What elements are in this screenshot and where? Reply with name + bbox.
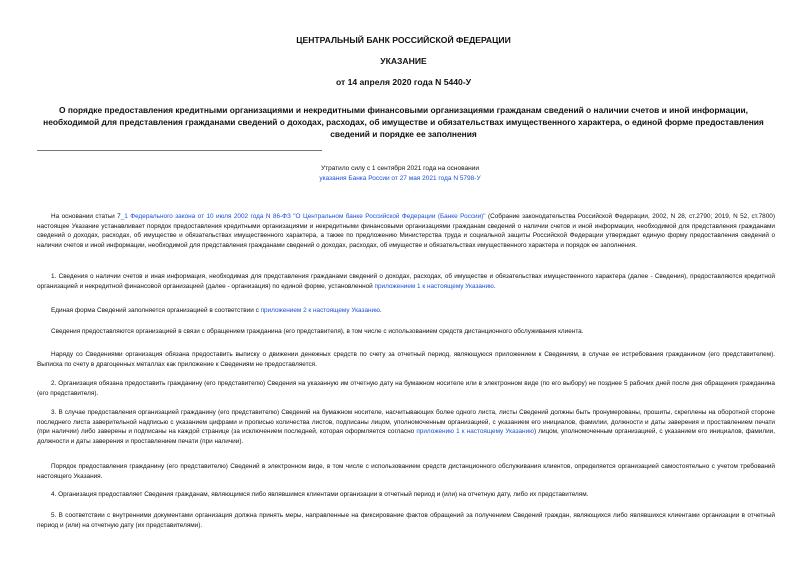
paragraph-intro-pre: На основании статьи 7 <box>51 213 121 220</box>
separator-line <box>37 150 322 151</box>
paragraph-6-post: ) лицом, уполномоченным организацией, с указанием его инициалов, фамилии, должности и даты заверения и проставлением печати (при наличии). <box>37 428 775 445</box>
paragraph-6 <box>37 408 775 446</box>
paragraph-6-pre: 3. В случае предоставления организацией гражданину (его представителю) Сведений на бумажном носителе, насчитывающих более одного листа, листы Сведений должны быть пронумерованы, прошиты, скреплены на оборотной стороне последнего листа заверительной надписью с указанием цифрами и прописью количества листов, подписаны лицом, уполномоченным организацией, с указанием его инициалов, фамилии, должности и даты заверения и проставлением печати (при наличии) либо заверены и подписаны на каждой странице (за исключением последней, которая оформляется согласно <box>37 409 775 436</box>
paragraph-8: 4. Организация предоставляет Сведения гражданам, являющимся либо являвшимся клиентами организации в отчетный период и (или) на отчетную дату, либо их представителям. <box>51 491 589 498</box>
appendix-2-link[interactable]: приложением 2 к настоящему Указанию <box>260 307 380 314</box>
status-note-link[interactable] <box>250 175 550 182</box>
paragraph-3: Сведения предоставляются организацией в связи с обращением гражданина (его представителя), в том числе с использованием средств дистанционного обслуживания клиента. <box>51 328 584 335</box>
paragraph-7: Порядок предоставления гражданину (его представителю) Сведений в электронном виде, в том числе с использованием средств дистанционного обслуживания клиентов, определяется организацией самостоятельно с учетом требований настоящего Указания. <box>37 463 775 480</box>
paragraph-1-post: . <box>493 282 496 290</box>
document-title: О порядке предоставления кредитными организациями и некредитными финансовыми организациями гражданам сведений о наличии счетов и иной информации, необходимой для представления гражданами сведений о доходах, расходах, об имуществе и обязательствах имущественного характера, о единой форме предоставления сведений и порядке ее заполнения <box>43 105 764 139</box>
paragraph-5: 2. Организация обязана предоставить гражданину (его представителю) Сведения на указанную им отчетную дату на бумажном носителе или в электронном виде (по его выбору) не позднее 5 рабочих дней после дня обращения гражданина (его представителя). <box>37 380 775 397</box>
appendix-1-link-2[interactable]: приложению 1 к настоящему Указанию <box>416 428 534 436</box>
paragraph-2-pre: Единая форма Сведений заполняется организацией в соответствии с <box>51 307 261 314</box>
paragraph-2 <box>37 306 775 316</box>
paragraph-2-post: . <box>379 307 382 314</box>
paragraph-1 <box>37 272 775 291</box>
document-type: УКАЗАНИЕ <box>380 56 427 66</box>
repeal-link[interactable]: указания Банка России от 27 мая 2021 года N 5798-У <box>319 175 481 182</box>
paragraph-1-pre: 1. Сведения о наличии счетов и иная информация, необходимая для представления гражданами сведений о доходах, расходах, об имуществе и обязательствах имущественного характера (далее - Сведения), предоставляются кредитной организацией и некредитной финансовой организацией (далее - организация) по единой форме, установленной <box>37 273 775 290</box>
paragraph-intro <box>37 212 775 250</box>
federal-law-link[interactable]: _1 Федерального закона от 10 июля 2002 года N 86-ФЗ "О Центральном банке Российской Федерации (Банке России)" <box>120 213 486 220</box>
paragraph-9: 5. В соответствии с внутренними документами организация должна принять меры, направленные на фиксирование фактов обращений за получением Сведений граждан, являющихся либо являвшихся клиентами организации в отчетный период и (или) на отчетную дату (их представителями). <box>37 512 775 529</box>
appendix-1-link[interactable]: приложением 1 к настоящему Указанию <box>374 282 494 290</box>
issuer-heading: ЦЕНТРАЛЬНЫЙ БАНК РОССИЙСКОЙ ФЕДЕРАЦИИ <box>296 35 511 45</box>
paragraph-intro-post: (Собрание законодательства Российской Федерации, 2002, N 28, ст.2790; 2019, N 52, ст.7800) настоящее Указание устанавливает порядок предоставления кредитными организациями и некредитными финансовыми организациями гражданам сведений о наличии счетов и иной информации, необходимой для представления гражданами сведений о доходах, расходах, об имуществе и обязательствах имущественного характера, а также по предложению Министерства труда и социальной защиты Российской Федерации утверждает единую форму предоставления сведений о наличии счетов и иной информации, необходимой для представления гражданами сведений о доходах, расходах, об имуществе и обязательствах имущественного характера и порядок ее заполнения. <box>37 213 775 249</box>
document-date: от 14 апреля 2020 года N 5440-У <box>335 77 472 87</box>
paragraph-4: Наряду со Сведениями организация обязана предоставить выписку о движении денежных средств по счету за отчетный период, являющуюся приложением к Сведениям, в случае ее истребования гражданином (его представителем). Выписка по счету в драгоценных металлах как приложение к Сведениям не предоставляется. <box>37 351 775 368</box>
status-note-text: Утратило силу с 1 сентября 2021 года на основании <box>321 165 479 172</box>
